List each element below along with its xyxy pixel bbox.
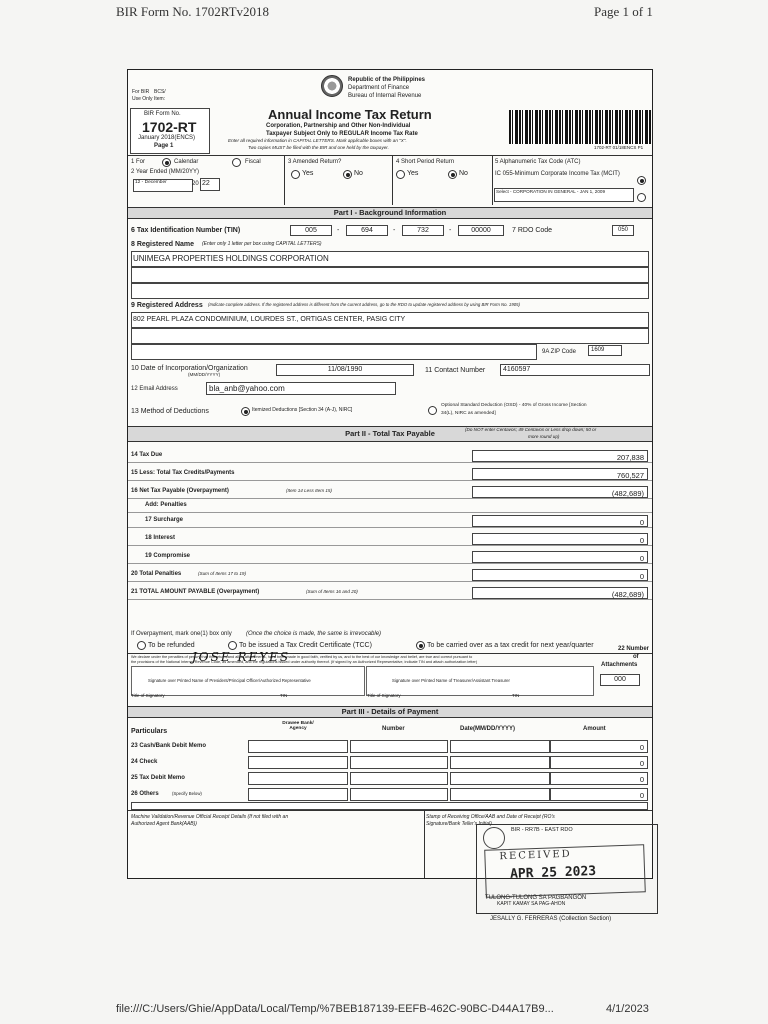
part2-row-label: 20 Total Penalties <box>131 571 182 577</box>
rdo-input[interactable]: 050 <box>612 225 634 236</box>
part2-amount-value: (482,689) <box>611 589 644 599</box>
col-date: Date(MM/DD/YYYY) <box>460 726 516 732</box>
overpayment-note: (Once the choice is made, the same is irrevocable) <box>246 631 382 637</box>
part3-amount-value: 0 <box>639 743 644 752</box>
short-no-label: No <box>459 170 468 177</box>
part2-row-label: 14 Tax Due <box>131 452 163 458</box>
tax-form: Republic of the Philippines Department of Finance Bureau of Internal Revenue For BIR Use Only BCS/ Item: BIR Form No. 1702-RT January 2018(ENCS) Page 1 Annual Income Tax Return Corporation, Partnership and Other Non-Individual Taxpayer Subject Only to REGULAR Income Tax Rate Enter all required information in CAPITAL LETTERS. Mark applicable boxes with an "X". Two copies MUST be filed with the BIR and one held by the taxpayer. 1702-RT 01/18ENCS P1 1 For Calendar Fiscal 2 Year Ended (MM/20YY) 12 - December 20 22 3 Amended Return? Yes No 4 Short Period Return Yes No 5 Alphanumeric Tax Code (ATC) IC 055-Minimum Corporate Income Tax (MCIT) Select - CORPORATION IN GENERAL - JAN 1, 2009 Part I - Background Information 6 Tax Identification Number (TIN) 005 - 694 - 732 - 00000 7 RDO Code 050 8 Registered Name (Enter only 1 letter per box using CAPITAL LETTERS) UNIMEGA PROPERTIES HOLDINGS CORPORATION 9 Registered Address (Indicate complete address. If the registered address is different from the current address, go to the RDO to update registered address by using BIR Form No. 1905) 802 PEARL PLAZA CONDOMINIUM, LOURDES ST., ORTIGAS CENTER, PASIG CITY 9A ZIP Code 1609 10 Date of Incorporation/Organization (MM/DD/YYYY) 11/08/1990 11 Contact Number 4160597 12 Email Address bla_anb@yahoo.com 13 Method of Deductions Itemized Deductions [Section 34 (A-J), NIRC] Optional Standard Deduction (OSD) - 40% of Gross Income [Section 34(L), NIRC as amended] Part II - Total Tax Payable (Do NOT enter Centavos; 49 Centavos or Less drop down; 50 or more round up) 14 Tax Due 207,838 15 Less: Total Tax Credits/Payments 760,527 16 Net Tax Payable (Overpayment) (Item 14 Less Item 15) (482,689) Add: Penalties 17 Surcharge 0 18 Interest 0 19 Compromise 0 20 Total Penalties (Sum of Items 17 to 19) 0 21 TOTAL AMOUNT PAYABLE (Overpayment) (Sum of Items 16 and 20) (482,689) If Overpayment, mark one(1) box only (Once the choice is made, the same is irrevocable) To be refunded To be issued a Tax Credit Certificate (TCC) To be carried over as a tax credit for next year/quarter We declare under the penalties of perjury that this return, and all its attachments, have been made in good faith, verified by us, and to the best of our knowledge and belief, are true and correct pursuant to the provisions of the National Internal Revenue Code, as amended, and the regulations issued under authority thereof. (If signed by an Authorized Representative, indicate TIN and attach authorization letter) JOSE REYES Signature over Printed Name of President/Principal Officer/Authorized Representative Signature over Printed Name of Treasurer/Assistant Treasurer Title of Signatory TIN Title of Signatory TIN 22 Number of Attachments 000 Part III - Details of Payment Particulars Drawee Bank/ Agency Number Date(MM/DD/YYYY) Amount 23 Cash/Bank Debit Memo 0 24 Check 0 25 Tax Debit Memo 0 26 Others (Specify Below) 0 Machine Validation/Revenue Official Receipt Details (If not filed with an Authorized Agent Bank(AAB)) Stamp of Receiving Office/AAB and Date of Receipt (RO's Signature/Bank Teller's Initial) BIR - RR7B - EAST RDO RECEIVED APR 25 2023 TULONG-TULONG SA PAGBANGON KAPIT KAMAY SA PAG-AHON JESALLY G. FERRERAS (Collection Section) <box>127 69 653 879</box>
rdo-label: 7 RDO Code <box>512 227 553 234</box>
tin-label-right: TIN <box>512 693 520 698</box>
overpayment-label: If Overpayment, mark one(1) box only <box>131 631 232 637</box>
item3-label: 3 Amended Return? <box>288 159 342 165</box>
part1-header: Part I - Background Information <box>128 207 652 219</box>
form-subtitle-2: Taxpayer Subject Only to REGULAR Income Tax Rate <box>266 131 418 137</box>
part3-row-label: 26 Others <box>131 791 159 797</box>
form-subtitle-1: Corporation, Partnership and Other Non-Individual <box>266 123 411 129</box>
others-specify-field[interactable] <box>131 802 648 810</box>
bir-seal-icon <box>321 75 343 97</box>
agency-line1: Republic of the Philippines <box>348 77 426 83</box>
use-only-label: Use Only <box>132 96 153 102</box>
stamp-label-2: Signature/Bank Teller's Initial) <box>426 821 492 827</box>
stamp-officer: JESALLY G. FERRERAS (Collection Section) <box>490 916 612 922</box>
tin-part-4[interactable]: 00000 <box>458 225 504 236</box>
number-field[interactable] <box>350 772 448 785</box>
part2-row-label: 21 TOTAL AMOUNT PAYABLE (Overpayment) <box>131 589 260 595</box>
part2-amount-value: 0 <box>639 553 644 563</box>
part3-amount-value: 0 <box>639 775 644 784</box>
calendar-label: Calendar <box>174 159 199 165</box>
year-prefix: 20 <box>192 181 199 187</box>
amount-field[interactable] <box>550 740 648 753</box>
incorporation-input[interactable]: 11/08/1990 <box>276 364 414 376</box>
amount-field[interactable] <box>550 788 648 801</box>
year-input[interactable]: 22 <box>200 178 220 191</box>
osd-radio[interactable] <box>428 406 437 415</box>
item4-label: 4 Short Period Return <box>396 159 455 165</box>
bcs-label: BCS/ <box>154 89 166 95</box>
part2-amount-value: 207,838 <box>616 452 644 462</box>
declaration-line1: We declare under the penalties of perjury that this return, and all its attachments, have been made in good faith, verified by us, and to the best of our knowledge and belief, are true and correct pursuant to <box>131 655 473 659</box>
number-field[interactable] <box>350 756 448 769</box>
calendar-radio[interactable] <box>162 158 171 167</box>
tin-part-2[interactable]: 694 <box>346 225 388 236</box>
osd-label-2: 34(L), NIRC as amended] <box>441 411 496 416</box>
registered-address: 802 PEARL PLAZA CONDOMINIUM, LOURDES ST., ORTIGAS CENTER, PASIG CITY <box>133 316 406 323</box>
print-date-footer: 4/1/2023 <box>606 1003 649 1015</box>
part2-row-label: 19 Compromise <box>145 553 191 559</box>
part2-amount-value: 0 <box>639 571 644 581</box>
part2-row-hint: (Sum of Items 17 to 19) <box>198 571 246 576</box>
form-page: Page 1 <box>154 143 174 149</box>
item-label: Item: <box>154 96 166 102</box>
agency-line3: Bureau of Internal Revenue <box>348 93 422 99</box>
atc-value: IC 055-Minimum Corporate Income Tax (MCIT) <box>495 171 620 177</box>
form-number: 1702-RT <box>142 119 197 135</box>
form-title: Annual Income Tax Return <box>268 107 432 122</box>
received-stamp <box>476 824 658 914</box>
bir-stamp-seal-icon <box>483 827 505 849</box>
atc-select[interactable]: Select - CORPORATION IN GENERAL - JAN 1, 2009 <box>494 188 634 202</box>
item2-label: 2 Year Ended (MM/20YY) <box>131 169 200 175</box>
date-field[interactable] <box>450 788 550 801</box>
atc-mcit-radio[interactable] <box>637 176 646 185</box>
sig-label-right: Signature over Printed Name of Treasurer/Assistant Treasurer <box>392 678 510 683</box>
part2-row-label: 15 Less: Total Tax Credits/Payments <box>131 470 235 476</box>
part2-amount-field[interactable] <box>472 587 648 599</box>
item1-label: 1 For <box>131 159 146 165</box>
refund-radio[interactable] <box>137 641 146 650</box>
drawee-bank-field[interactable] <box>248 740 348 753</box>
stamp-motto-2: KAPIT KAMAY SA PAG-AHON <box>497 901 566 907</box>
form-version: January 2018(ENCS) <box>138 135 196 141</box>
part2-amount-field[interactable] <box>472 450 648 462</box>
short-yes-radio[interactable] <box>396 170 405 179</box>
contact-label: 11 Contact Number <box>425 367 486 374</box>
carry-over-radio[interactable] <box>416 641 425 650</box>
col-particulars: Particulars <box>131 728 168 735</box>
part3-amount-value: 0 <box>639 759 644 768</box>
email-label: 12 Email Address <box>131 386 178 392</box>
amended-no-label: No <box>354 170 363 177</box>
drawee-bank-field[interactable] <box>248 788 348 801</box>
refund-label: To be refunded <box>148 642 195 649</box>
part2-note-2: more round up) <box>528 434 560 439</box>
contact-input[interactable]: 4160597 <box>500 364 650 376</box>
part2-header: Part II - Total Tax Payable <box>128 426 652 442</box>
date-field[interactable] <box>450 772 550 785</box>
col-drawee-bank: Drawee Bank/ Agency <box>282 721 314 731</box>
fiscal-radio[interactable] <box>232 158 241 167</box>
agency-line2: Department of Finance <box>348 85 410 91</box>
incorporation-label: 10 Date of Incorporation/Organization <box>131 365 248 372</box>
attachments-label-2: of <box>633 654 639 660</box>
part2-amount-field[interactable] <box>472 551 648 563</box>
stamp-label-1: Stamp of Receiving Office/AAB and Date of Receipt (RO's <box>426 814 555 820</box>
email-input[interactable]: bla_anb@yahoo.com <box>206 382 396 395</box>
part3-row-label: 25 Tax Debit Memo <box>131 775 185 781</box>
file-path-footer: file:///C:/Users/Ghie/AppData/Local/Temp/%7BEB187139-EEFB-462C-90BC-D44A17B9... <box>116 1003 554 1015</box>
form-reference-header: BIR Form No. 1702RTv2018 <box>116 4 270 19</box>
part2-amount-field[interactable] <box>472 569 648 581</box>
tin-label-left: TIN <box>280 693 288 698</box>
amended-no-radio[interactable] <box>343 170 352 179</box>
address-hint: (Indicate complete address. If the registered address is different from the current address, go to the RDO to update registered address by using BIR Form No. 1905) <box>208 302 520 307</box>
part2-row-label: Add: Penalties <box>145 502 187 508</box>
address-input-line3[interactable] <box>131 344 537 360</box>
drawee-bank-field[interactable] <box>248 756 348 769</box>
part2-amount-value: (482,689) <box>611 488 644 498</box>
fiscal-label: Fiscal <box>245 159 261 165</box>
name-hint: (Enter only 1 letter per box using CAPITAL LETTERS) <box>202 241 322 247</box>
part2-row-hint: (Sum of Items 16 and 20) <box>306 589 358 594</box>
barcode-icon <box>509 110 651 144</box>
sig-label-left: Signature over Printed Name of President/Principal Officer/Authorized Representative <box>148 678 311 683</box>
form-instruction-1: Enter all required information in CAPITAL LETTERS. Mark applicable boxes with an "X". <box>228 138 407 143</box>
itemized-radio[interactable] <box>241 407 250 416</box>
part2-amount-field[interactable] <box>472 486 648 498</box>
declaration-line2: the provisions of the National Internal Revenue Code, as amended, and the regulations issued under authority thereof. (If signed by an Authorized Representative, indicate TIN and attach authorization letter) <box>131 660 478 664</box>
number-field[interactable] <box>350 740 448 753</box>
address-input-line2[interactable] <box>131 328 649 344</box>
name-input-line3[interactable] <box>131 283 649 299</box>
number-field[interactable] <box>350 788 448 801</box>
form-instruction-2: Two copies MUST be filed with the BIR and one held by the taxpayer. <box>248 145 389 150</box>
part2-amount-value: 0 <box>639 517 644 527</box>
title-signatory-right: Title of Signatory <box>367 693 401 698</box>
validation-label-2: Authorized Agent Bank(AAB)) <box>131 821 197 827</box>
name-input-line2[interactable] <box>131 267 649 283</box>
amount-field[interactable] <box>550 756 648 769</box>
method-label: 13 Method of Deductions <box>131 408 209 415</box>
incorporation-hint: (MM/DD/YYYY) <box>188 372 221 377</box>
carry-over-label: To be carried over as a tax credit for next year/quarter <box>427 642 594 649</box>
part2-amount-field[interactable] <box>472 515 648 527</box>
stamp-office: BIR - RR7B - EAST RDO <box>511 827 573 833</box>
part3-header: Part III - Details of Payment <box>128 706 652 718</box>
registered-name: UNIMEGA PROPERTIES HOLDINGS CORPORATION <box>133 254 329 263</box>
tcc-radio[interactable] <box>228 641 237 650</box>
col-number: Number <box>382 726 405 732</box>
amended-yes-radio[interactable] <box>291 170 300 179</box>
date-field[interactable] <box>450 756 550 769</box>
amended-yes-label: Yes <box>302 170 314 177</box>
part2-row-hint: (Item 14 Less Item 15) <box>286 488 332 493</box>
barcode-caption: 1702-RT 01/18ENCS P1 <box>594 145 644 150</box>
month-select[interactable]: 12 - December <box>133 179 193 192</box>
osd-label-1: Optional Standard Deduction (OSD) - 40% of Gross Income [Section <box>441 403 587 408</box>
stamp-received: RECEIVED <box>499 848 572 863</box>
part2-amount-value: 760,527 <box>616 470 644 480</box>
stamp-motto-1: TULONG-TULONG SA PAGBANGON <box>485 895 587 901</box>
tin-part-3[interactable]: 732 <box>402 225 444 236</box>
part2-amount-field[interactable] <box>472 533 648 545</box>
part2-row-label: 17 Surcharge <box>145 517 184 523</box>
part2-amount-value: 0 <box>639 535 644 545</box>
stamp-date: APR 25 2023 <box>509 863 597 882</box>
signature: JOSE REYES <box>192 650 291 664</box>
part2-row-label: 18 Interest <box>145 535 176 541</box>
part2-note-1: (Do NOT enter Centavos; 49 Centavos or Less drop down; 50 or <box>465 427 597 432</box>
attachments-label-1: 22 Number <box>618 646 650 652</box>
zip-label: 9A ZIP Code <box>542 349 576 355</box>
tin-label: 6 Tax Identification Number (TIN) <box>131 227 241 234</box>
itemized-label: Itemized Deductions [Section 34 (A-J), NIRC] <box>252 407 353 413</box>
item5-label: 5 Alphanumeric Tax Code (ATC) <box>495 159 581 165</box>
part2-amount-field[interactable] <box>472 468 648 480</box>
address-label: 9 Registered Address <box>131 302 203 309</box>
for-bir-label: For BIR <box>132 89 150 95</box>
stamp-date-box <box>484 844 646 898</box>
tin-part-1[interactable]: 005 <box>290 225 332 236</box>
form-no-label: BIR Form No. <box>144 111 181 117</box>
validation-label-1: Machine Validation/Revenue Official Receipt Details (If not filed with an <box>131 814 289 820</box>
zip-input[interactable]: 1609 <box>588 345 622 356</box>
atc-other-radio[interactable] <box>637 193 646 202</box>
part3-row-label: 23 Cash/Bank Debit Memo <box>131 743 207 749</box>
tcc-label: To be issued a Tax Credit Certificate (TCC) <box>239 642 372 649</box>
page-number-header: Page 1 of 1 <box>594 4 653 19</box>
part3-row-hint: (Specify Below) <box>172 791 202 796</box>
part2-row-label: 16 Net Tax Payable (Overpayment) <box>131 488 229 494</box>
col-amount: Amount <box>583 726 606 732</box>
part3-amount-value: 0 <box>639 791 644 800</box>
short-no-radio[interactable] <box>448 170 457 179</box>
short-yes-label: Yes <box>407 170 419 177</box>
title-signatory-left: Title of Signatory <box>131 693 165 698</box>
name-label: 8 Registered Name <box>131 241 195 248</box>
attachments-input[interactable]: 000 <box>600 674 640 686</box>
date-field[interactable] <box>450 740 550 753</box>
part3-row-label: 24 Check <box>131 759 158 765</box>
attachments-label-3: Attachments <box>601 662 638 668</box>
drawee-bank-field[interactable] <box>248 772 348 785</box>
amount-field[interactable] <box>550 772 648 785</box>
